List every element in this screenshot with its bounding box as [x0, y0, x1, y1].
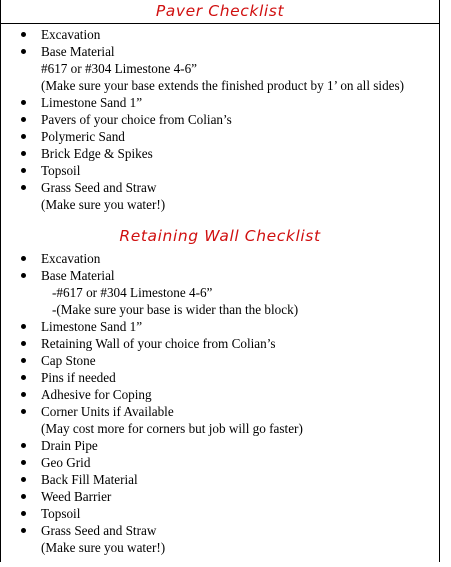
bullet-icon: [21, 273, 26, 278]
bullet-icon: [21, 32, 26, 37]
list-item-note: (Make sure you water!): [41, 540, 166, 555]
list-item: [0, 318, 440, 335]
bullet-icon: [21, 185, 26, 190]
bullet-icon: [21, 409, 26, 414]
bullet-icon: [21, 134, 26, 139]
bullet-icon: [21, 168, 26, 173]
list-item: [0, 454, 440, 471]
list-item: [0, 522, 440, 556]
bullet-icon: [21, 358, 26, 363]
list-item: [0, 145, 440, 162]
list-item-note: (May cost more for corners but job will go faster): [41, 421, 303, 436]
list-item: [0, 335, 440, 352]
list-item: [0, 43, 440, 94]
list-item-note: -(Make sure your base is wider than the block): [52, 302, 299, 317]
bullet-icon: [21, 477, 26, 482]
list-item-label: Topsoil: [41, 163, 81, 178]
list-item-note: (Make sure you water!): [41, 197, 166, 212]
list-item-label: Back Fill Material: [41, 472, 138, 487]
list-item: [0, 488, 440, 505]
list-item: [0, 162, 440, 179]
list-item-label: Base Material: [41, 44, 115, 59]
list-item-label: Drain Pipe: [41, 438, 98, 453]
list-item-label: Grass Seed and Straw: [41, 523, 157, 538]
bullet-icon: [21, 100, 26, 105]
list-item-label: Corner Units if Available: [41, 404, 174, 419]
bullet-icon: [21, 117, 26, 122]
list-item: [0, 128, 440, 145]
list-item: [0, 505, 440, 522]
list-item-label: Brick Edge & Spikes: [41, 146, 153, 161]
list-item: [0, 179, 440, 213]
list-item-label: Cap Stone: [41, 353, 96, 368]
list-item: [0, 111, 440, 128]
paver-checklist-title: Paver Checklist: [155, 2, 285, 20]
list-item: [0, 369, 440, 386]
list-item-note: -#617 or #304 Limestone 4-6”: [52, 285, 213, 300]
bullet-icon: [21, 375, 26, 380]
bullet-icon: [21, 494, 26, 499]
bullet-icon: [21, 443, 26, 448]
list-item: [0, 267, 440, 318]
list-item-label: Excavation: [41, 27, 101, 42]
list-item: [0, 94, 440, 111]
bullet-icon: [21, 324, 26, 329]
list-item: [0, 471, 440, 488]
list-item-note: #617 or #304 Limestone 4-6”: [41, 61, 198, 76]
bullet-icon: [21, 256, 26, 261]
list-item-label: Pavers of your choice from Colian’s: [41, 112, 232, 127]
bullet-icon: [21, 341, 26, 346]
list-item: [0, 26, 440, 43]
list-item-label: Excavation: [41, 251, 101, 266]
list-item-label: Retaining Wall of your choice from Colian’s: [41, 336, 276, 351]
list-item: [0, 386, 440, 403]
list-item-note: (Make sure your base extends the finished product by 1’ on all sides): [41, 78, 405, 93]
bullet-icon: [21, 460, 26, 465]
list-item-label: Adhesive for Coping: [41, 387, 152, 402]
list-item-label: Pins if needed: [41, 370, 116, 385]
retaining-wall-checklist: [0, 250, 440, 556]
bullet-icon: [21, 528, 26, 533]
list-item: [0, 250, 440, 267]
list-item-label: Polymeric Sand: [41, 129, 125, 144]
list-item: [0, 437, 440, 454]
paver-checklist: [0, 26, 440, 213]
title-divider: [0, 23, 440, 24]
list-item-label: Geo Grid: [41, 455, 91, 470]
list-item-label: Weed Barrier: [41, 489, 112, 504]
list-item-label: Base Material: [41, 268, 115, 283]
list-item: [0, 352, 440, 369]
list-item: [0, 403, 440, 437]
retaining-wall-checklist-title: Retaining Wall Checklist: [119, 227, 321, 245]
bullet-icon: [21, 49, 26, 54]
list-item-label: Grass Seed and Straw: [41, 180, 157, 195]
bullet-icon: [21, 151, 26, 156]
list-item-label: Limestone Sand 1”: [41, 95, 143, 110]
bullet-icon: [21, 392, 26, 397]
list-item-label: Limestone Sand 1”: [41, 319, 143, 334]
list-item-label: Topsoil: [41, 506, 81, 521]
bullet-icon: [21, 511, 26, 516]
